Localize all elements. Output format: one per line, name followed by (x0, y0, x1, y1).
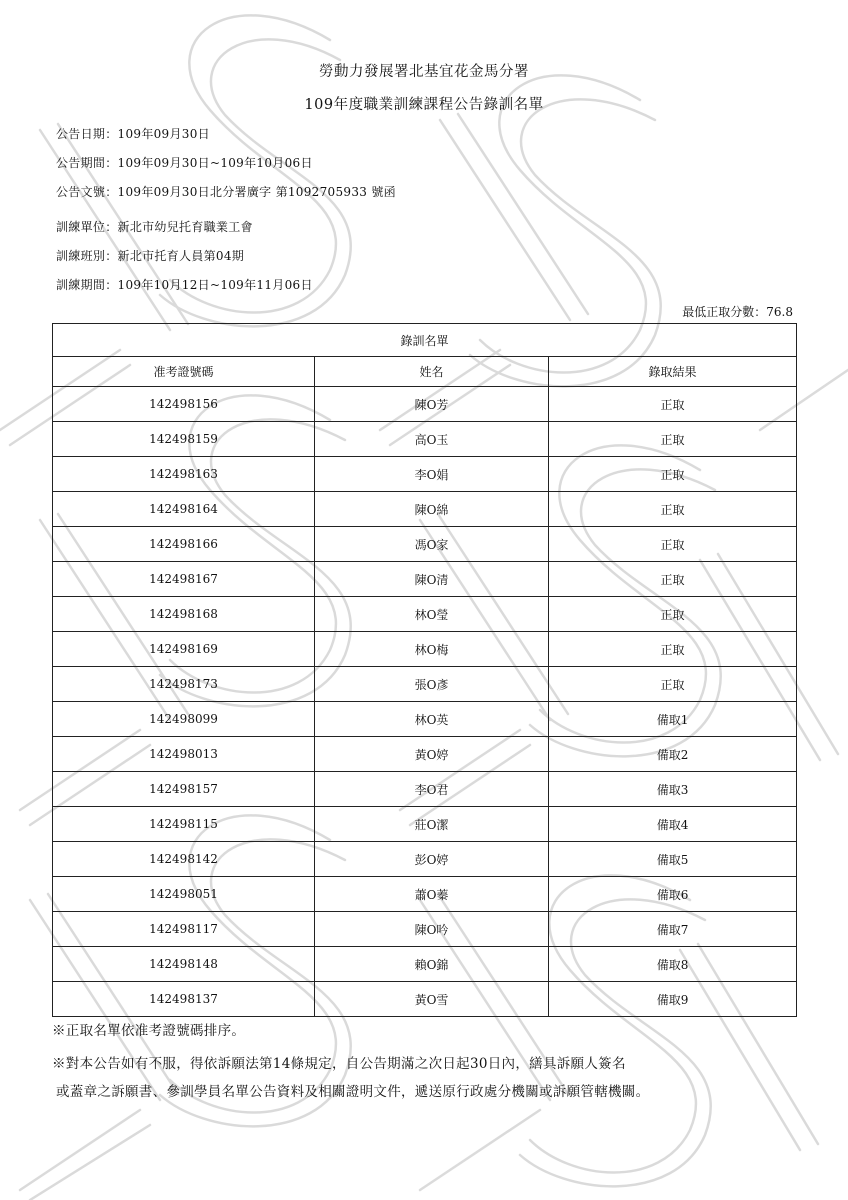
announcement-doc-number (56, 183, 396, 200)
result-cell: 備取7 (549, 912, 797, 947)
exam-number-cell: 142498166 (53, 527, 315, 562)
announcement-period-value: 109年09月30日~109年10月06日 (117, 156, 313, 170)
name-cell: 馮O家 (315, 527, 549, 562)
document-title: 109年度職業訓練課程公告錄訓名單 (304, 97, 544, 113)
column-header-name: 姓名 (315, 357, 549, 387)
exam-number-cell: 142498117 (53, 912, 315, 947)
table-row (53, 457, 797, 492)
exam-number-cell: 142498167 (53, 562, 315, 597)
name-cell: 彭O婷 (315, 842, 549, 877)
result-cell: 正取 (549, 597, 797, 632)
table-row (53, 422, 797, 457)
name-cell: 林O梅 (315, 632, 549, 667)
name-cell: 李O娟 (315, 457, 549, 492)
exam-number-cell: 142498013 (53, 737, 315, 772)
name-cell: 陳O綿 (315, 492, 549, 527)
table-row (53, 387, 797, 422)
table-row (53, 632, 797, 667)
table-row (53, 702, 797, 737)
exam-number-cell: 142498157 (53, 772, 315, 807)
name-cell: 李O君 (315, 772, 549, 807)
result-cell: 正取 (549, 457, 797, 492)
name-cell: 林O瑩 (315, 597, 549, 632)
result-cell: 正取 (549, 632, 797, 667)
result-cell: 正取 (549, 667, 797, 702)
table-body (53, 387, 797, 1017)
appeal-note-line1: ※對本公告如有不服，得依訴願法第14條規定，自公告期滿之次日起30日內，繕具訴願人簽名 (52, 1056, 626, 1072)
training-class-label: 訓練班別 ： (56, 249, 118, 263)
table-row (53, 772, 797, 807)
exam-number-cell: 142498159 (53, 422, 315, 457)
column-header-exam-number: 准考證號碼 (53, 357, 315, 387)
table-row (53, 807, 797, 842)
announcement-period-label: 公告期間 ： (56, 156, 118, 170)
appeal-note-line2: 或蓋章之訴願書、參訓學員名單公告資料及相關證明文件，遞送原行政處分機關或訴願管轄機關。 (56, 1084, 650, 1100)
name-cell: 陳O清 (315, 562, 549, 597)
exam-number-cell: 142498163 (53, 457, 315, 492)
name-cell: 黃O雪 (315, 982, 549, 1017)
announcement-period (56, 154, 313, 171)
training-period-value: 109年10月12日~109年11月06日 (117, 278, 313, 292)
minimum-score-label: 最低正取分數 ： (682, 305, 766, 319)
exam-number-cell: 142498051 (53, 877, 315, 912)
table-row (53, 527, 797, 562)
name-cell: 黃O婷 (315, 737, 549, 772)
result-cell: 備取1 (549, 702, 797, 737)
exam-number-cell: 142498148 (53, 947, 315, 982)
table-row (53, 597, 797, 632)
name-cell: 陳O吟 (315, 912, 549, 947)
announcement-date-label: 公告日期 ： (56, 127, 118, 141)
table-row (53, 562, 797, 597)
agency-name: 勞動力發展署北基宜花金馬分署 (319, 64, 529, 80)
announcement-doc-value: 109年09月30日北分署廣字 第1092705933 號函 (117, 185, 396, 199)
admission-table (52, 323, 797, 1017)
name-cell: 賴O錦 (315, 947, 549, 982)
exam-number-cell: 142498169 (53, 632, 315, 667)
name-cell: 莊O潔 (315, 807, 549, 842)
training-period-label: 訓練期間 ： (56, 278, 118, 292)
table-caption-row (53, 324, 797, 357)
result-cell: 正取 (549, 387, 797, 422)
result-cell: 正取 (549, 562, 797, 597)
table-row (53, 737, 797, 772)
name-cell: 張O彥 (315, 667, 549, 702)
exam-number-cell: 142498115 (53, 807, 315, 842)
training-unit (56, 218, 253, 235)
result-cell: 備取8 (549, 947, 797, 982)
table-row (53, 877, 797, 912)
name-cell: 蕭O蓁 (315, 877, 549, 912)
exam-number-cell: 142498137 (53, 982, 315, 1017)
exam-number-cell: 142498156 (53, 387, 315, 422)
announcement-date (56, 125, 210, 142)
result-cell: 備取2 (549, 737, 797, 772)
column-header-result: 錄取結果 (549, 357, 797, 387)
result-cell: 備取4 (549, 807, 797, 842)
name-cell: 林O英 (315, 702, 549, 737)
training-class (56, 247, 244, 264)
table-header-row (53, 357, 797, 387)
training-unit-value: 新北市幼兒托育職業工會 (117, 220, 253, 234)
exam-number-cell: 142498168 (53, 597, 315, 632)
announcement-date-value: 109年09月30日 (117, 127, 210, 141)
exam-number-cell: 142498173 (53, 667, 315, 702)
name-cell: 高O玉 (315, 422, 549, 457)
announcement-doc-label: 公告文號 ： (56, 185, 118, 199)
result-cell: 正取 (549, 422, 797, 457)
table-row (53, 842, 797, 877)
training-class-value: 新北市托育人員第04期 (117, 249, 245, 263)
table-row (53, 982, 797, 1017)
exam-number-cell: 142498164 (53, 492, 315, 527)
table-row (53, 912, 797, 947)
result-cell: 正取 (549, 492, 797, 527)
exam-number-cell: 142498099 (53, 702, 315, 737)
table-row (53, 947, 797, 982)
training-period (56, 276, 313, 293)
table-caption: 錄訓名單 (53, 324, 797, 357)
result-cell: 備取5 (549, 842, 797, 877)
name-cell: 陳O芳 (315, 387, 549, 422)
result-cell: 正取 (549, 527, 797, 562)
result-cell: 備取6 (549, 877, 797, 912)
result-cell: 備取9 (549, 982, 797, 1017)
sort-note: ※正取名單依准考證號碼排序。 (52, 1023, 246, 1039)
training-unit-label: 訓練單位 ： (56, 220, 118, 234)
result-cell: 備取3 (549, 772, 797, 807)
minimum-score (682, 303, 793, 320)
exam-number-cell: 142498142 (53, 842, 315, 877)
table-row (53, 667, 797, 702)
minimum-score-value: 76.8 (766, 305, 793, 319)
table-row (53, 492, 797, 527)
